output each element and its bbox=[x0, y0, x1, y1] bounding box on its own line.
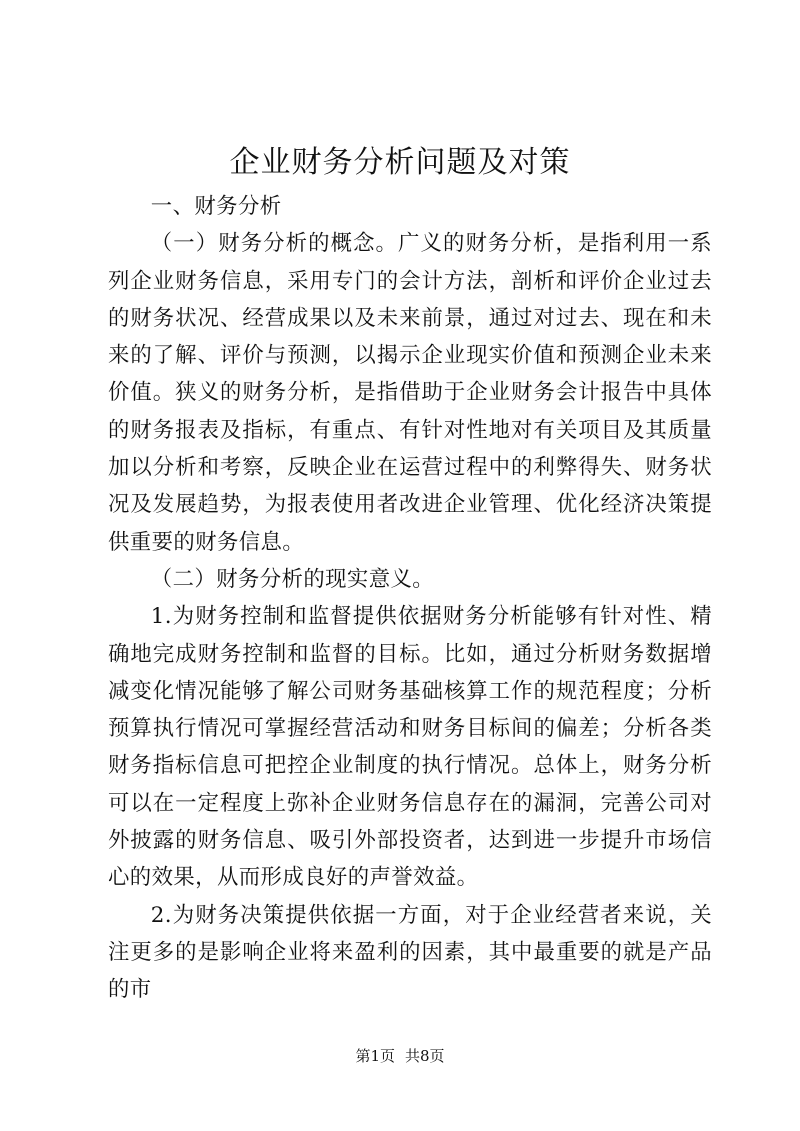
document-title: 企业财务分析问题及对策 bbox=[229, 145, 571, 180]
section-heading: 一、财务分析 bbox=[150, 194, 282, 219]
document-body bbox=[108, 188, 712, 1009]
paragraph: （一）财务分析的概念。广义的财务分析，是指利用一系列企业财务信息，采用专门的会计方法，剖析和评价企业过去的财务状况、经营成果以及未来前景，通过对过去、现在和未来的了解、评价与预测，以揭示企业现实价值和预测企业未来价值。狭义的财务分析，是指借助于企业财务会计报告中具体的财务报表及指标，有重点、有针对性地对有关项目及其质量加以分析和考察，反映企业在运营过程中的利弊得失、财务状况及发展趋势，为报表使用者改进企业管理、优化经济决策提供重要的财务信息。 bbox=[108, 231, 712, 555]
page-number: 第1页 bbox=[355, 1047, 395, 1065]
page-total: 共8页 bbox=[405, 1047, 445, 1065]
paragraph: 1.为财务控制和监督提供依据财务分析能够有针对性、精确地完成财务控制和监督的目标。比如，通过分析财务数据增减变化情况能够了解公司财务基础核算工作的规范程度；分析预算执行情况可掌握经营活动和财务目标间的偏差；分析各类财务指标信息可把控企业制度的执行情况。总体上，财务分析可以在一定程度上弥补企业财务信息存在的漏洞，完善公司对外披露的财务信息、吸引外部投资者，达到进一步提升市场信心的效果，从而形成良好的声誉效益。 bbox=[108, 604, 712, 891]
paragraph: 2.为财务决策提供依据一方面，对于企业经营者来说，关注更多的是影响企业将来盈利的因素，其中最重要的就是产品的市 bbox=[108, 902, 712, 1003]
page-footer bbox=[0, 1046, 800, 1066]
subsection-heading: （二）财务分析的现实意义。 bbox=[150, 566, 435, 592]
